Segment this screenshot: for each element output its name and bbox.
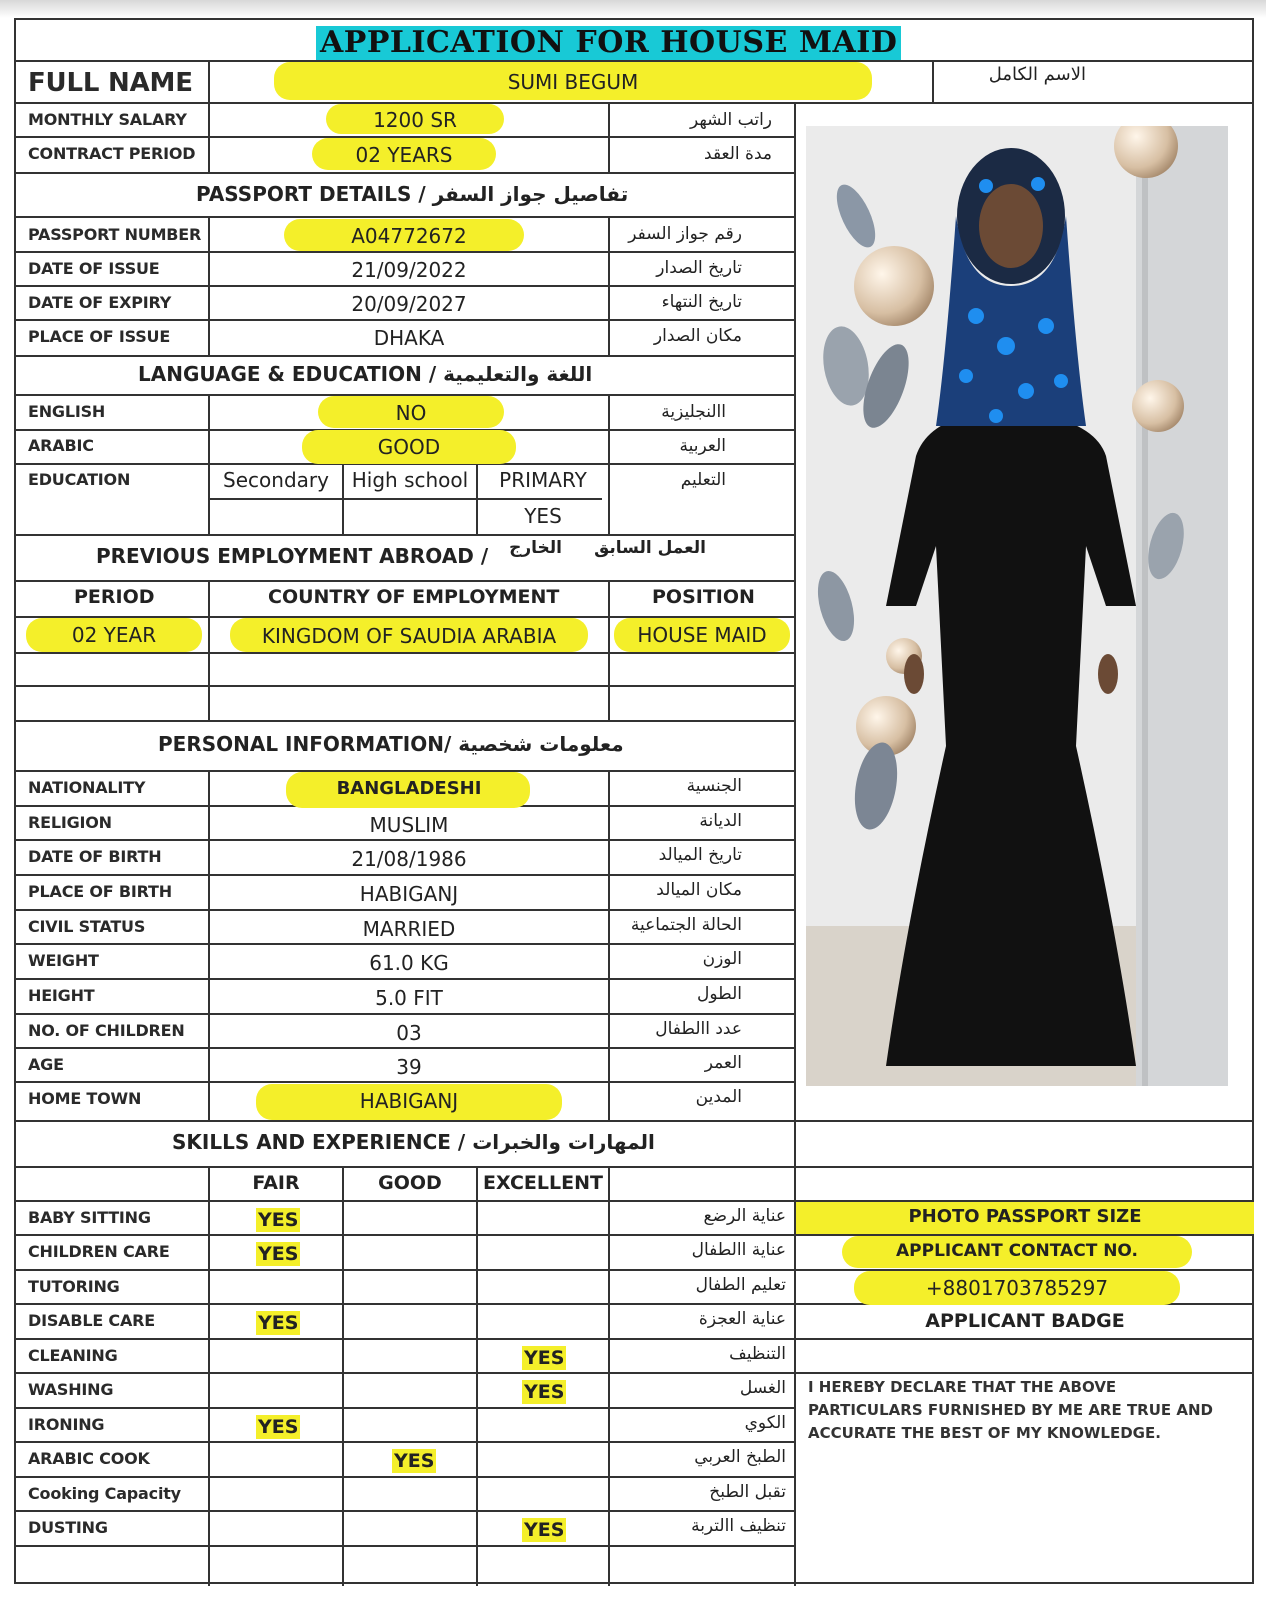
contract-period-label: CONTRACT PERIOD	[28, 144, 196, 163]
arabic-label-ar: العربية	[679, 436, 726, 456]
position-header: POSITION	[652, 586, 755, 608]
passport-row-label: DATE OF EXPIRY	[28, 293, 172, 312]
full-name-label: FULL NAME	[28, 68, 193, 98]
personal-row-value: MUSLIM	[369, 813, 449, 837]
personal-row-value: 03	[396, 1021, 422, 1045]
personal-section-ar: معلومات شخصية	[458, 732, 624, 756]
personal-row-value: HABIGANJ	[359, 882, 459, 906]
personal-row-label-ar: مكان الميالد	[656, 880, 742, 900]
skills-section-title	[172, 1130, 655, 1154]
personal-section-en: PERSONAL INFORMATION/	[158, 732, 452, 756]
skill-rating-excellent: YES	[524, 1519, 565, 1541]
full-name-value: SUMI BEGUM	[507, 70, 639, 94]
passport-section-en: PASSPORT DETAILS /	[196, 182, 426, 206]
applicant-photo	[806, 126, 1228, 1086]
passport-row-label-ar: مكان الصدار	[653, 326, 742, 346]
education-high-school: High school	[351, 468, 469, 492]
applicant-contact-label: APPLICANT CONTACT NO.	[896, 1241, 1138, 1261]
country-header: COUNTRY OF EMPLOYMENT	[268, 586, 560, 608]
passport-row-value: 21/09/2022	[351, 258, 467, 282]
passport-row-label: PASSPORT NUMBER	[28, 225, 202, 244]
personal-row-label: NO. OF CHILDREN	[28, 1021, 185, 1040]
employment-section-ar2: العمل السابق	[594, 538, 706, 558]
skill-row-label-ar: الغسل	[739, 1378, 786, 1398]
skill-rating-excellent: YES	[524, 1381, 565, 1403]
employment-period: 02 YEAR	[71, 623, 157, 647]
passport-row-value: A04772672	[351, 224, 467, 248]
employment-section-title	[96, 544, 488, 568]
declaration-text: I HEREBY DECLARE THAT THE ABOVE PARTICULARS FURNISHED BY ME ARE TRUE AND ACCURATE THE BEST OF MY KNOWLEDGE.	[808, 1378, 1213, 1442]
skills-section-ar: المهارات والخبرات	[472, 1130, 655, 1154]
full-name-label-ar: الاسم الكامل	[988, 64, 1086, 85]
personal-row-label: CIVIL STATUS	[28, 917, 146, 936]
skills-fair-header: FAIR	[252, 1172, 300, 1194]
personal-row-label-ar: المدين	[695, 1087, 742, 1107]
photo-passport-size-label: PHOTO PASSPORT SIZE	[908, 1206, 1142, 1227]
application-form	[14, 18, 1254, 1584]
skill-row-label: TUTORING	[28, 1277, 120, 1296]
passport-row-label: DATE OF ISSUE	[28, 259, 160, 278]
personal-row-label: AGE	[28, 1055, 64, 1074]
skills-section-en: SKILLS AND EXPERIENCE /	[172, 1130, 466, 1154]
personal-row-label-ar: عدد االطفال	[655, 1019, 742, 1039]
english-label: ENGLISH	[28, 402, 106, 421]
skill-row-label: WASHING	[28, 1380, 114, 1399]
personal-row-label-ar: الطول	[697, 984, 742, 1004]
personal-row-value: 5.0 FIT	[375, 986, 443, 1010]
skill-rating-fair: YES	[258, 1416, 299, 1438]
passport-row-label-ar: تاريخ الصدار	[656, 258, 742, 278]
photo-illustration	[806, 126, 1228, 1086]
personal-row-value: HABIGANJ	[359, 1089, 459, 1113]
passport-row-label: PLACE OF ISSUE	[28, 327, 171, 346]
personal-row-value: MARRIED	[362, 917, 456, 941]
applicant-contact-number: +8801703785297	[925, 1276, 1109, 1300]
personal-row-value: 39	[396, 1055, 422, 1079]
skill-row-label-ar: عناية العجزة	[698, 1309, 786, 1329]
skill-row-label: CHILDREN CARE	[28, 1242, 170, 1261]
skill-row-label: BABY SITTING	[28, 1208, 151, 1227]
passport-row-label-ar: تاريخ النتهاء	[661, 292, 742, 312]
applicant-badge-label: APPLICANT BADGE	[925, 1310, 1125, 1332]
period-header: PERIOD	[74, 586, 155, 608]
skill-row-label-ar: التنظيف	[729, 1344, 786, 1364]
education-secondary: Secondary	[223, 468, 329, 492]
skill-rating-fair: YES	[258, 1243, 299, 1265]
personal-row-label: DATE OF BIRTH	[28, 847, 162, 866]
skill-row-label: Cooking Capacity	[28, 1484, 181, 1503]
personal-row-value: 61.0 KG	[369, 951, 449, 975]
personal-row-label: NATIONALITY	[28, 778, 146, 797]
personal-row-value: 21/08/1986	[351, 847, 467, 871]
passport-row-value: DHAKA	[373, 326, 445, 350]
skill-rating-fair: YES	[258, 1209, 299, 1231]
skill-rating-fair: YES	[258, 1312, 299, 1334]
skills-excellent-header: EXCELLENT	[483, 1172, 603, 1194]
skill-row-label-ar: تقبل الطبخ	[709, 1482, 786, 1502]
education-primary-value: YES	[524, 504, 562, 528]
passport-row-value: 20/09/2027	[351, 292, 467, 316]
personal-row-label-ar: تاريخ الميالد	[658, 845, 742, 865]
contract-period-value: 02 YEARS	[355, 143, 453, 167]
personal-row-label: RELIGION	[28, 813, 112, 832]
arabic-value: GOOD	[377, 435, 441, 459]
passport-section-title	[196, 182, 628, 206]
skill-row-label-ar: عناية االطفال	[691, 1240, 786, 1260]
scan-edge-shade	[0, 0, 1266, 18]
skill-row-label-ar: تنظيف االتربة	[691, 1516, 786, 1536]
personal-row-label: HOME TOWN	[28, 1089, 142, 1108]
language-section-title	[138, 362, 592, 386]
employment-section-ar1: الخارج	[509, 538, 562, 558]
passport-row-label-ar: رقم جواز السفر	[628, 224, 742, 244]
english-value: NO	[395, 401, 427, 425]
form-title: APPLICATION FOR HOUSE MAID	[316, 26, 901, 60]
employment-country: KINGDOM OF SAUDIA ARABIA	[261, 624, 557, 648]
skill-rating-excellent: YES	[524, 1347, 565, 1369]
personal-row-label: HEIGHT	[28, 986, 95, 1005]
skill-row-label-ar: الطبخ العربي	[694, 1447, 786, 1467]
personal-section-title	[158, 732, 624, 756]
education-primary: PRIMARY	[499, 468, 587, 492]
personal-row-label-ar: الوزن	[702, 949, 742, 969]
education-label-ar: التعليم	[680, 470, 726, 490]
skill-row-label-ar: عناية الرضع	[703, 1206, 786, 1226]
personal-row-label-ar: الديانة	[699, 811, 742, 831]
personal-row-value: BANGLADESHI	[336, 778, 482, 799]
personal-row-label-ar: الحالة الجتماعية	[630, 915, 742, 935]
employment-position: HOUSE MAID	[637, 623, 767, 647]
skill-row-label: DISABLE CARE	[28, 1311, 156, 1330]
monthly-salary-label-ar: راتب الشهر	[689, 110, 772, 130]
skill-row-label: ARABIC COOK	[28, 1449, 150, 1468]
arabic-label: ARABIC	[28, 436, 94, 455]
contract-period-label-ar: مدة العقد	[704, 144, 772, 164]
english-label-ar: االنجليزية	[661, 402, 726, 422]
personal-row-label: PLACE OF BIRTH	[28, 882, 172, 901]
skill-row-label-ar: الكوي	[744, 1413, 786, 1433]
personal-row-label-ar: الجنسية	[686, 776, 742, 796]
skill-row-label: IRONING	[28, 1415, 105, 1434]
monthly-salary-label: MONTHLY SALARY	[28, 110, 187, 129]
personal-row-label-ar: العمر	[704, 1053, 742, 1073]
personal-row-label: WEIGHT	[28, 951, 99, 970]
skill-row-label: DUSTING	[28, 1518, 108, 1537]
monthly-salary-value: 1200 SR	[373, 108, 457, 132]
employment-section-en: PREVIOUS EMPLOYMENT ABROAD /	[96, 544, 489, 568]
language-section-en: LANGUAGE & EDUCATION /	[138, 362, 437, 386]
education-label: EDUCATION	[28, 470, 131, 489]
skill-row-label: CLEANING	[28, 1346, 118, 1365]
passport-section-ar: تفاصيل جواز السفر	[432, 182, 629, 206]
skill-row-label-ar: تعليم الطفال	[695, 1275, 786, 1295]
skill-rating-good: YES	[394, 1450, 435, 1472]
skills-good-header: GOOD	[378, 1172, 442, 1194]
language-section-ar: اللغة والتعليمية	[443, 362, 593, 386]
